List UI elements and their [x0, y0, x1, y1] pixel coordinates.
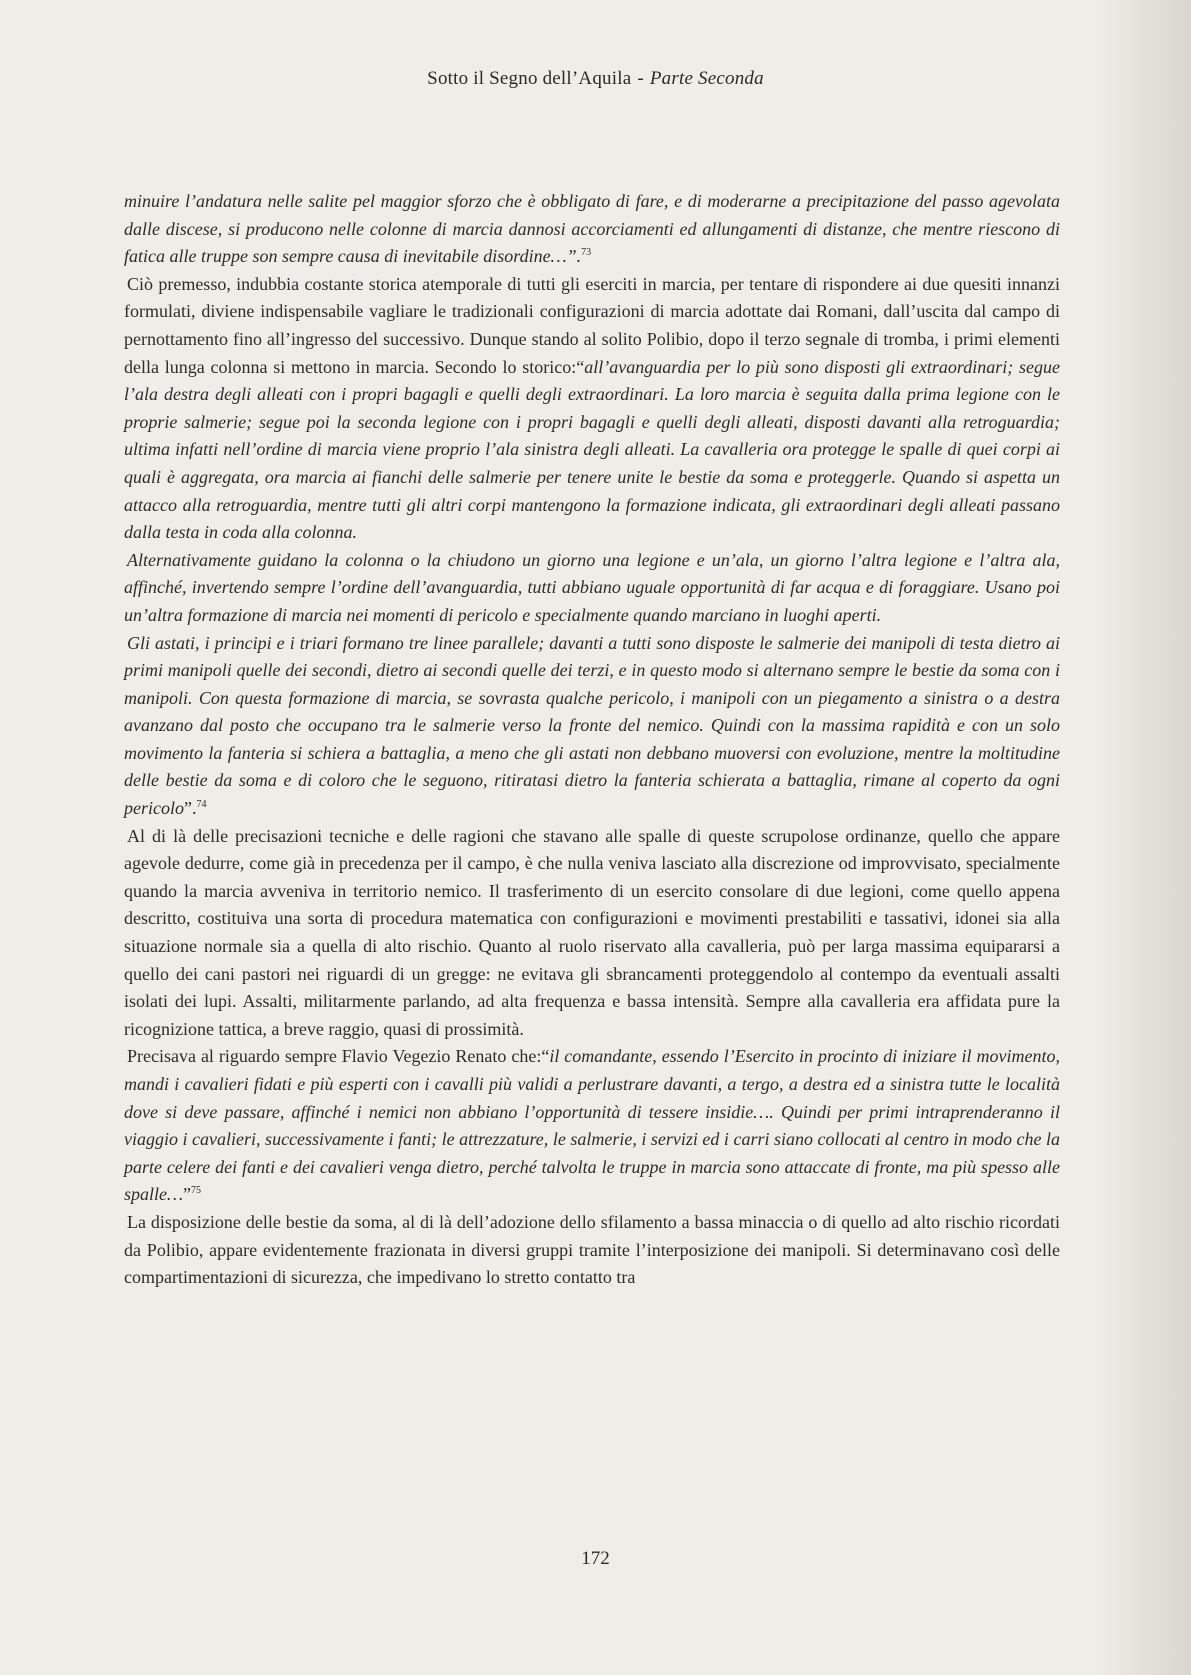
quoted-text: all’avanguardia per lo più sono disposti gli extraordinari; segue l’ala destra degli alleati con i propri bagagli e quelli degli extraordinari. La loro marcia è seguita dalla prima legione con le proprie salmerie; segue poi la seconda legione con i propri bagagli e quelli degli alleati, disposti davanti alla retroguardia; ultima infatti nell’ordine di marcia viene proprio l’ala sinistra degli alleati. La cavalleria ora protegge le spalle di quei corpi ai quali è aggregata, ora marcia ai fianchi delle salmerie per tenere unite le bestie da soma e proteggerle. Quando si aspetta un attacco alla retroguardia, mentre tutti gli altri corpi mantengono la formazione indicata, gli extraordinari degli alleati passano dalla testa in coda alla colonna.: [124, 356, 1060, 543]
body-text-run: Ciò premesso, indubbia costante storica atemporale di tutti gli eserciti in marcia, per tentare di rispondere ai due quesiti innanzi formulati, diviene indispensabile vagliare le tradizionali configurazioni di marcia adottate dai Romani, dall’uscita dal campo di pernottamento fino all’ingresso del successivo. Dunque stando al solito Polibio, dopo il terzo segnale di tromba, i primi elementi della lunga colonna si mettono in marcia. Secondo lo storico:“: [124, 273, 1060, 377]
running-header: [0, 68, 1191, 90]
quoted-text: minuire l’andatura nelle salite pel maggior sforzo che è obbligato di fare, e di moderarne a precipitazione del passo agevolata dalle discese, si producono nelle colonne di marcia dannosi accorciamenti ed allungamenti di distanze, che mentre riescono di fatica alle truppe son sempre causa di inevitabile disordine…”.: [124, 191, 1060, 267]
body-text-run: Precisava al riguardo sempre Flavio Vegezio Renato che:“: [127, 1046, 550, 1067]
paragraph: [124, 630, 1060, 823]
body-text-run: La disposizione delle bestie da soma, al di là dell’adozione dello sfilamento a bassa minaccia o di quello ad alto rischio ricordati da Polibio, appare evidentemente frazionata in diversi gruppi tramite l’interposizione dei manipoli. Si determinavano così delle compartimentazioni di sicurezza, che impedivano lo stretto contatto tra: [124, 1211, 1060, 1288]
quoted-text: Gli astati, i principi e i triari formano tre linee parallele; davanti a tutti sono disposte le salmerie dei manipoli di testa dietro ai primi manipoli quelle dei secondi, dietro ai secondi quelle dei terzi, e in questo modo si alternano sempre le bestie da soma con i manipoli. Con questa formazione di marcia, se sovrasta qualche pericolo, i manipoli con un piegamento a sinistra o a destra avanzano dal posto che occupano tra le salmerie verso la fronte del nemico. Quindi con la massima rapidità e con un solo movimento la fanteria si schiera a battaglia, a meno che gli astati non debbano muoversi con evoluzione, mentre la moltitudine delle bestie da soma e di coloro che le seguono, ritiratasi dietro la fanteria schierata a battaglia, rimane al coperto da ogni pericolo: [124, 632, 1060, 819]
book-title: Sotto il Segno dell’Aquila: [427, 68, 632, 89]
body-text-run: Al di là delle precisazioni tecniche e delle ragioni che stavano alle spalle di queste scrupolose ordinanze, quello che appare agevole dedurre, come già in precedenza per il campo, è che nulla veniva lasciato alla discrezione od improvvisato, specialmente quando la marcia avveniva in territorio nemico. Il trasferimento di un esercito consolare di due legioni, come quello appena descritto, costituiva una sorta di procedura matematica con configurazioni e movimenti prestabiliti e tassativi, idonei sia alla situazione normale sia a quella di alto rischio. Quanto al ruolo riservato alla cavalleria, può per larga massima equipararsi a quello dei cani pastori nei riguardi di un gregge: ne evitava gli sbrancamenti proteggendolo al contempo da eventuali assalti isolati dei lupi. Assalti, militarmente parlando, ad alta frequenza e bassa intensità. Sempre alla cavalleria era affidata pure la ricognizione tattica, a breve raggio, quasi di prossimità.: [124, 825, 1060, 1039]
body-text: [124, 188, 1060, 1292]
header-separator: -: [637, 68, 644, 89]
footnote-reference: 73: [581, 247, 592, 259]
paragraph: [124, 1209, 1060, 1292]
paragraph: [124, 823, 1060, 1044]
paragraph: [124, 271, 1060, 547]
footnote-reference: 75: [191, 1185, 202, 1197]
page-number: 172: [581, 1548, 610, 1569]
footnote-reference: 74: [196, 799, 207, 811]
quoted-text: il comandante, essendo l’Esercito in procinto di iniziare il movimento, mandi i cavalieri fidati e più esperti con i cavalli più validi a perlustrare davanti, a tergo, a destra ed a sinistra tutte le località dove si deve passare, affinché i nemici non abbiano l’opportunità di tessere insidie…. Quindi per primi intraprenderanno il viaggio i cavalieri, successivamente i fanti; le attrezzature, le salmerie, i servizi ed i carri siano collocati al centro in modo che la parte celere dei fanti e dei cavalieri venga dietro, perché talvolta le truppe in marcia sono attaccate di fronte, ma più spesso alle spalle…: [124, 1046, 1060, 1205]
body-text-run: ”: [183, 1184, 192, 1205]
paragraph: [124, 1043, 1060, 1209]
quoted-text: Alternativamente guidano la colonna o la chiudono un giorno una legione e un’ala, un giorno l’altra legione e l’altra ala, affinché, invertendo sempre l’ordine dell’avanguardia, tutti abbiano uguale opportunità di far acqua e di foraggiare. Usano poi un’altra formazione di marcia nei momenti di pericolo e specialmente quando marciano in luoghi aperti.: [124, 549, 1060, 625]
paragraph: [124, 188, 1060, 271]
part-title: Parte Seconda: [649, 68, 764, 89]
body-text-run: ”.: [184, 798, 197, 819]
paragraph: [124, 547, 1060, 630]
